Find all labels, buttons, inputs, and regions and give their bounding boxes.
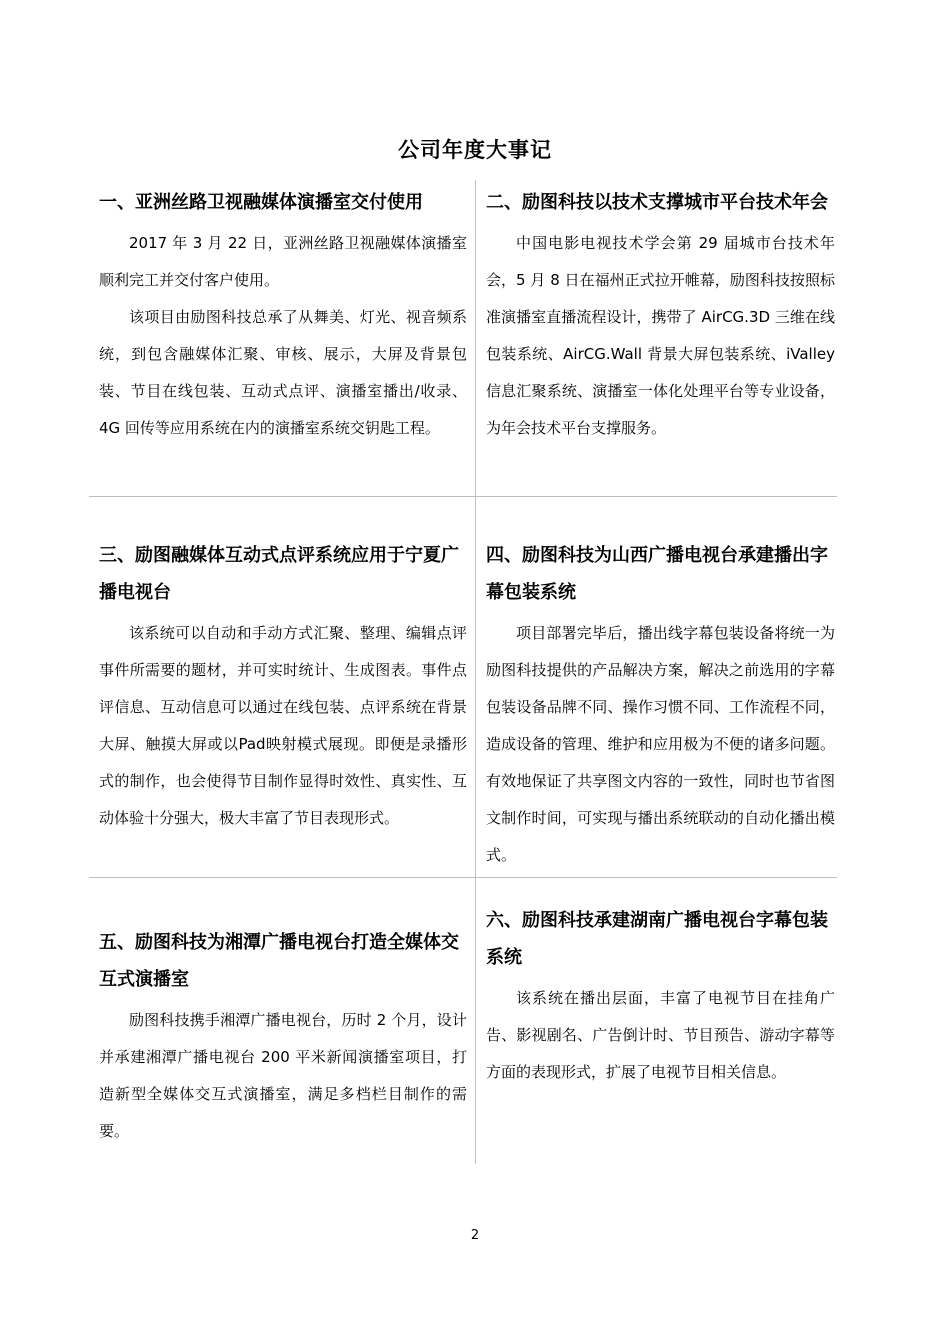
events-row [89,497,837,878]
section-paragraph: 该项目由励图科技总承了从舞美、灯光、视音频系统，到包含融媒体汇聚、审核、展示，大屏及背景包装、节目在线包装、互动式点评、演播室播出/收录、4G 回传等应用系统在内的演播室系统交钥匙工程。 [99,308,467,437]
event-section-4 [475,497,837,877]
section-paragraph: 励图科技携手湘潭广播电视台，历时 2 个月，设计并承建湘潭广播电视台 200 平米新闻演播室项目，打造新型全媒体交互式演播室，满足多档栏目制作的需要。 [99,1011,467,1140]
page-number: 2 [470,1228,480,1243]
section-heading: 六、励图科技承建湖南广播电视台字幕包装系统 [486,910,828,968]
section-paragraph: 该系统在播出层面，丰富了电视节目在挂角广告、影视剧名、广告倒计时、节目预告、游动字幕等方面的表现形式，扩展了电视节目相关信息。 [486,989,835,1081]
page-title: 公司年度大事记 [398,138,552,162]
section-paragraph: 2017 年 3 月 22 日，亚洲丝路卫视融媒体演播室顺利完工并交付客户使用。 [99,234,467,289]
section-paragraph: 中国电影电视技术学会第 29 届城市台技术年会，5 月 8 日在福州正式拉开帷幕，励图科技按照标准演播室直播流程设计，携带了 AirCG.3D 三维在线包装系统、AirCG.Wall 背景大屏包装系统、iValley 信息汇聚系统、演播室一体化处理平台等专业设备，为年会技术平台支撑服务。 [486,234,835,437]
event-section-1 [89,180,475,496]
section-heading: 三、励图融媒体互动式点评系统应用于宁夏广播电视台 [99,545,459,603]
event-section-5 [89,878,475,1164]
section-heading: 五、励图科技为湘潭广播电视台打造全媒体交互式演播室 [99,932,459,990]
events-grid [89,180,837,1164]
event-section-3 [89,497,475,877]
section-paragraph: 该系统可以自动和手动方式汇聚、整理、编辑点评事件所需要的题材，并可实时统计、生成图表。事件点评信息、互动信息可以通过在线包装、点评系统在背景大屏、触摸大屏或以Pad映射模式展现。即便是录播形式的制作，也会使得节目制作显得时效性、真实性、互动体验十分强大，极大丰富了节目表现形式。 [99,624,467,827]
events-row [89,180,837,497]
section-heading: 四、励图科技为山西广播电视台承建播出字幕包装系统 [486,545,828,603]
section-paragraph: 项目部署完毕后，播出线字幕包装设备将统一为励图科技提供的产品解决方案，解决之前选用的字幕包装设备品牌不同、操作习惯不同、工作流程不同，造成设备的管理、维护和应用极为不便的诸多问题。有效地保证了共享图文内容的一致性，同时也节省图文制作时间，可实现与播出系统联动的自动化播出模式。 [486,624,835,864]
event-section-6 [475,878,837,1164]
events-row [89,878,837,1164]
event-section-2 [475,180,837,496]
section-heading: 一、亚洲丝路卫视融媒体演播室交付使用 [99,192,423,213]
section-heading: 二、励图科技以技术支撑城市平台技术年会 [486,192,828,213]
